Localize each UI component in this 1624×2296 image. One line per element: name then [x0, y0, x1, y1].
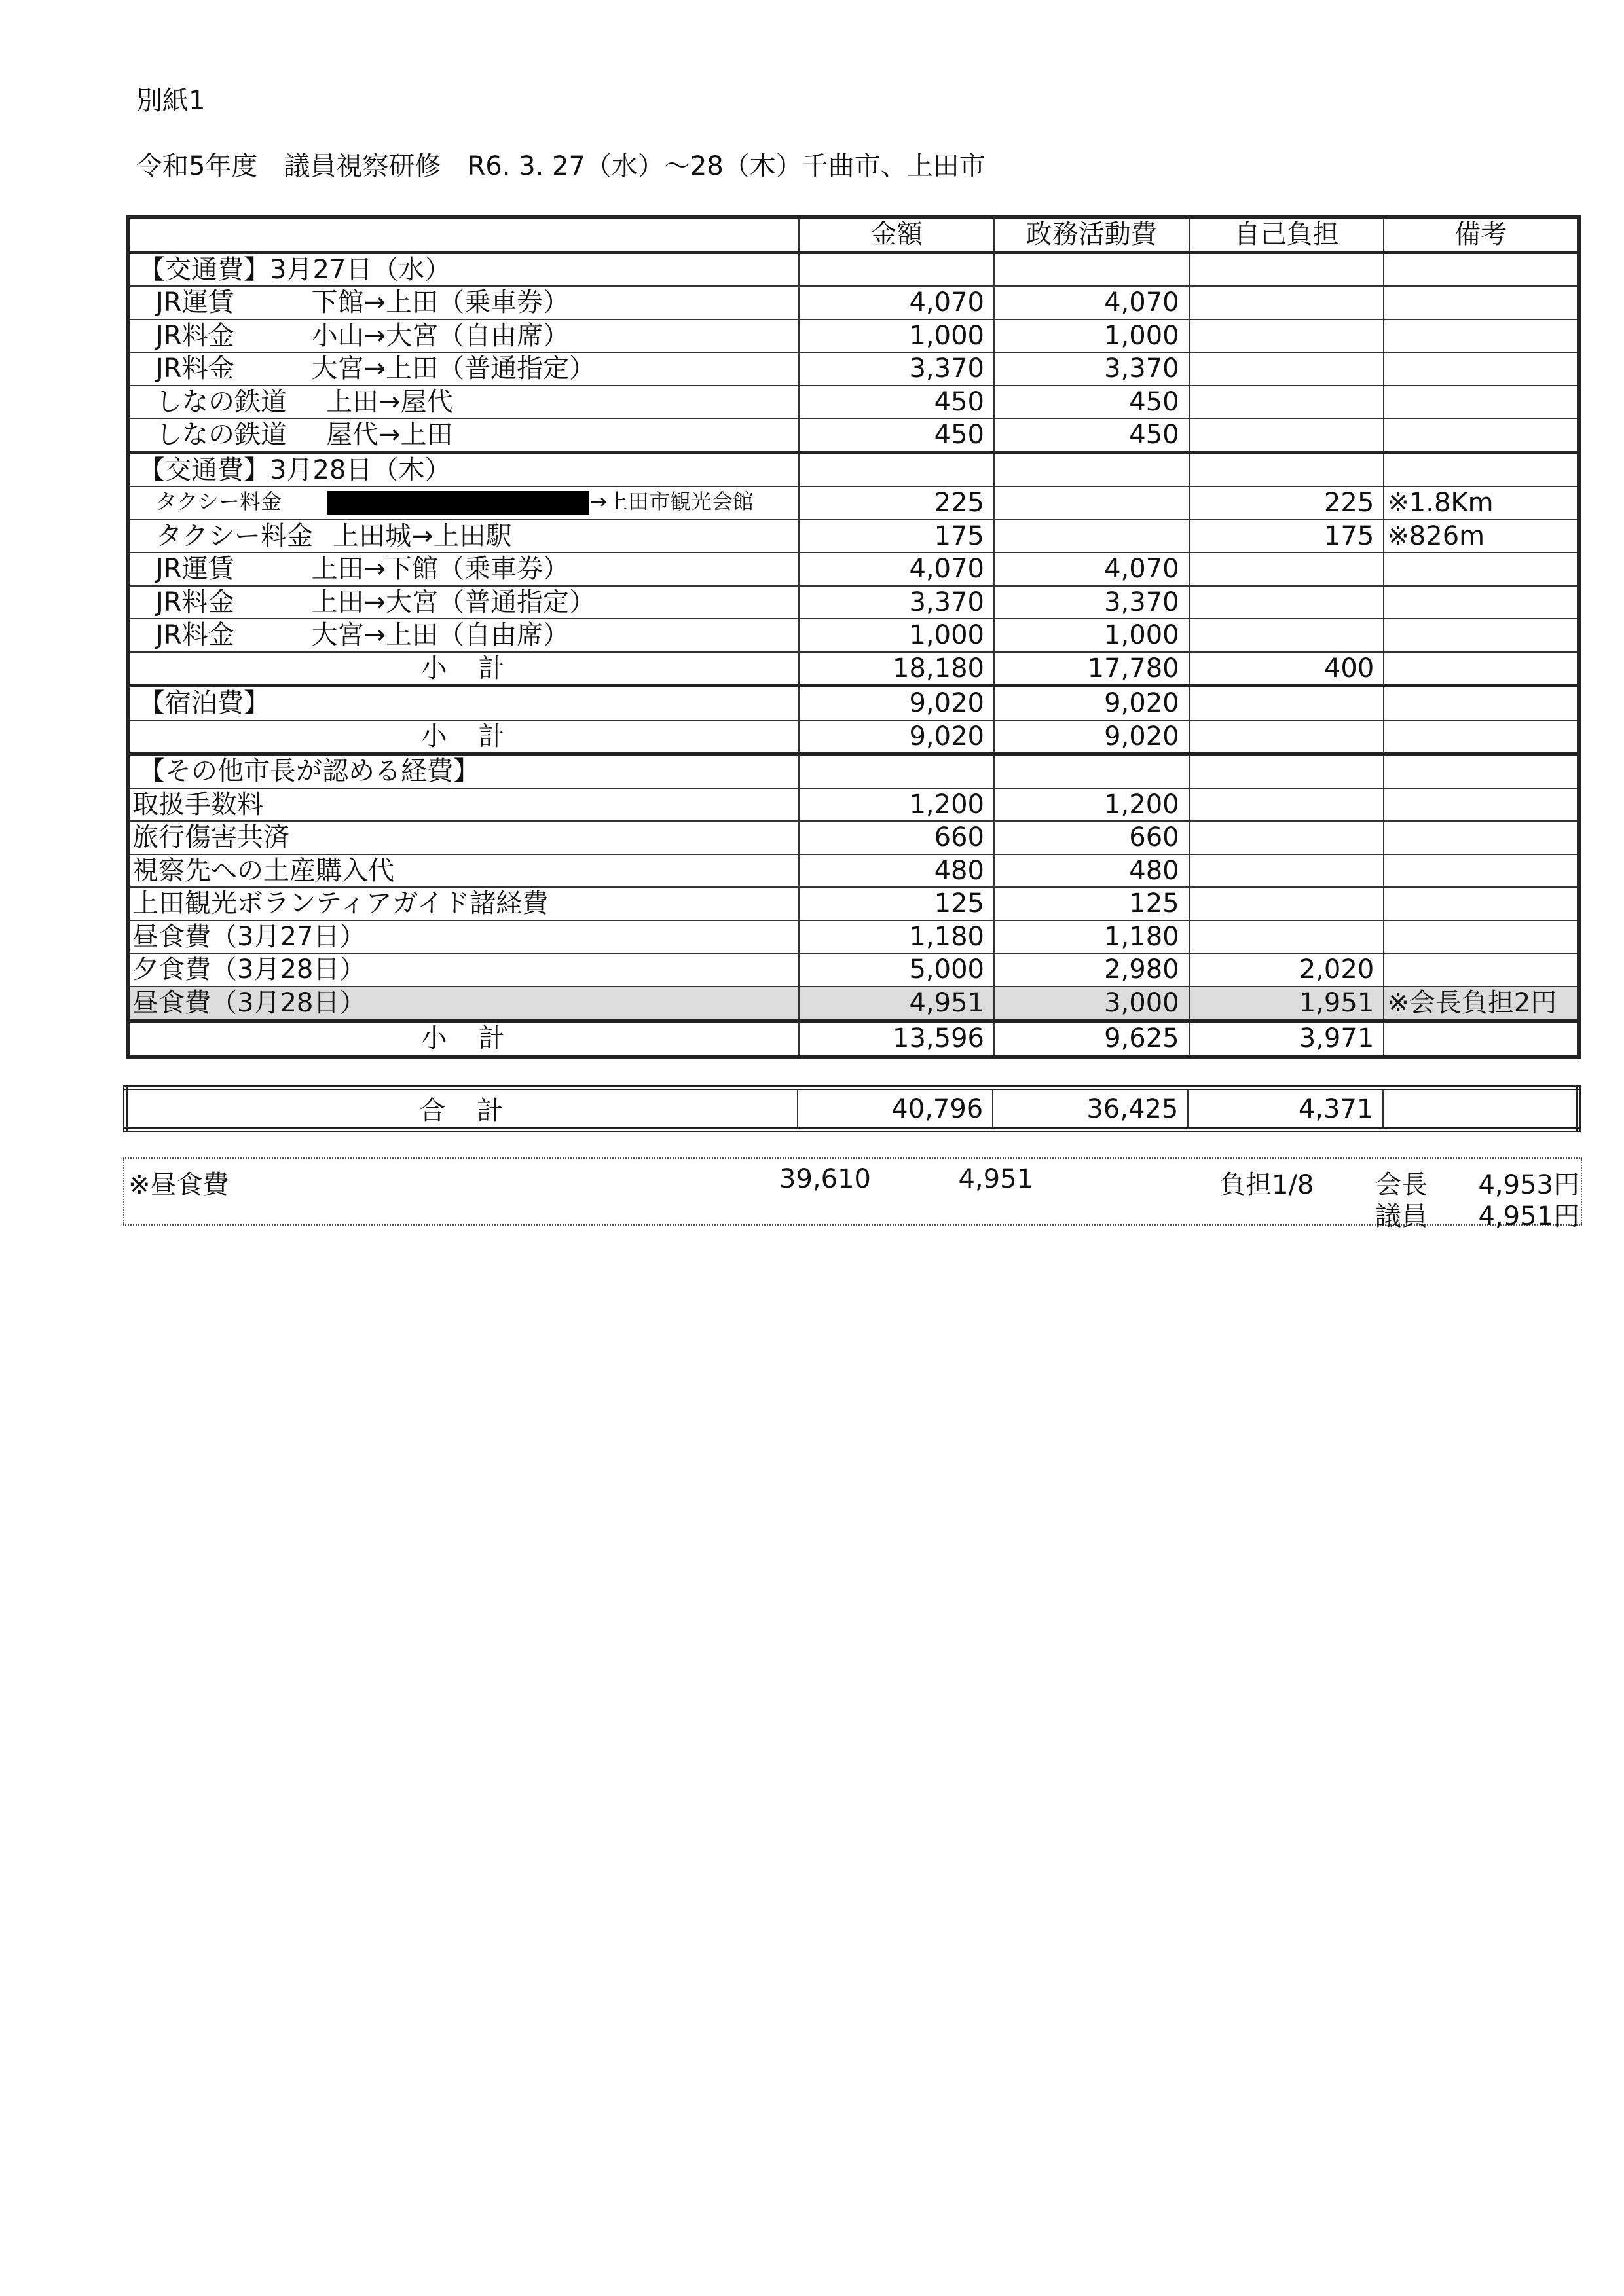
cell-note [1384, 953, 1579, 987]
cell-note [1384, 319, 1579, 353]
cell-note [1384, 418, 1579, 452]
row-route: 小山→大宮（自由席） [311, 320, 570, 351]
cell-note [1384, 887, 1579, 920]
row-label: タクシー料金 [156, 520, 313, 551]
row-label: タクシー料金 [156, 489, 282, 515]
cell-note [1384, 352, 1579, 386]
row-route: 屋代→上田 [326, 420, 453, 450]
cell-self [1189, 286, 1384, 319]
row-label: JR料金 [156, 587, 234, 617]
cell-self [1189, 586, 1384, 619]
subtotal-self: 3,971 [1189, 1021, 1384, 1057]
header-item [128, 217, 799, 252]
cell-seimu: 4,070 [994, 553, 1189, 586]
table-row [128, 486, 1579, 520]
table-header-row [128, 217, 1579, 252]
cell-note: ※1.8Km [1384, 486, 1579, 520]
subtotal-seimu: 9,020 [994, 720, 1189, 754]
subtotal-amount: 13,596 [799, 1021, 994, 1057]
row-route: 大宮→上田（普通指定） [311, 354, 596, 384]
cell-self [1189, 887, 1384, 920]
lunch-note-label: ※昼食費 [128, 1170, 229, 1200]
subtotal-row-other [128, 1021, 1579, 1057]
cell-seimu: 125 [994, 887, 1189, 920]
cell-self [1189, 386, 1384, 419]
cell-self [1189, 854, 1384, 888]
row-label: JR料金 [156, 620, 234, 651]
cell-amount: 450 [799, 386, 994, 419]
row-label: しなの鉄道 [156, 386, 287, 417]
subtotal-amount: 18,180 [799, 652, 994, 686]
document-title: 令和5年度 議員視察研修 R6. 3. 27（水）～28（木）千曲市、上田市 [136, 151, 986, 181]
section-title: 【交通費】3月28日（木） [128, 452, 799, 486]
cell-self [1189, 553, 1384, 586]
cell-self [1189, 352, 1384, 386]
row-label: JR運賃 [156, 287, 234, 318]
row-route: 大宮→上田（自由席） [311, 620, 570, 651]
cell-seimu: 9,020 [994, 686, 1189, 720]
cell-self: 175 [1189, 520, 1384, 553]
redacted-block [327, 491, 589, 515]
grand-total-table [123, 1085, 1581, 1132]
table-row [128, 319, 1579, 353]
cell-note [1384, 386, 1579, 419]
cell-seimu: 450 [994, 386, 1189, 419]
cell-self [1189, 920, 1384, 954]
lunch-note-chair-label: 会長 [1375, 1170, 1428, 1200]
cell-note [1384, 586, 1579, 619]
total-amount: 40,796 [798, 1088, 993, 1130]
cell-seimu: 480 [994, 854, 1189, 888]
cell-amount: 450 [799, 418, 994, 452]
cell-note [1384, 854, 1579, 888]
table-row-highlighted [128, 987, 1579, 1021]
cell-seimu: 3,370 [994, 586, 1189, 619]
subtotal-self: 400 [1189, 652, 1384, 686]
section-header-transport-27 [128, 252, 1579, 286]
cell-amount: 4,070 [799, 286, 994, 319]
cell-seimu: 2,980 [994, 953, 1189, 987]
section-title: 【宿泊費】 [128, 686, 799, 720]
cell-amount: 225 [799, 486, 994, 520]
section-title: 【その他市長が認める経費】 [128, 754, 799, 788]
cell-seimu: 1,000 [994, 319, 1189, 353]
subtotal-label: 小 計 [128, 652, 799, 686]
header-amount: 金額 [799, 217, 994, 252]
cell-amount: 9,020 [799, 686, 994, 720]
cell-seimu [994, 486, 1189, 520]
cell-seimu: 3,370 [994, 352, 1189, 386]
subtotal-amount: 9,020 [799, 720, 994, 754]
cell-self [1189, 619, 1384, 652]
subtotal-seimu: 9,625 [994, 1021, 1189, 1057]
row-label: 旅行傷害共済 [128, 821, 799, 854]
table-row [128, 920, 1579, 954]
cell-note: ※会長負担2円 [1384, 987, 1579, 1021]
table-row [128, 619, 1579, 652]
row-label: JR料金 [156, 354, 234, 384]
cell-seimu [994, 520, 1189, 553]
table-row [128, 386, 1579, 419]
row-label: 昼食費（3月28日） [128, 987, 799, 1021]
total-label: 合 計 [126, 1088, 798, 1130]
row-label: 夕食費（3月28日） [128, 953, 799, 987]
cell-self [1189, 821, 1384, 854]
cell-amount: 175 [799, 520, 994, 553]
cell-seimu: 1,000 [994, 619, 1189, 652]
lunch-cost-note: ※昼食費 39,610 4,951 負担1/8 会長 4,953円 議員 4,951円 [123, 1157, 1582, 1226]
cell-note [1384, 821, 1579, 854]
lunch-note-share: 負担1/8 [1219, 1170, 1314, 1200]
cell-self: 2,020 [1189, 953, 1384, 987]
row-route: 上田→屋代 [326, 386, 453, 417]
subtotal-row-transport [128, 652, 1579, 686]
total-self: 4,371 [1188, 1088, 1383, 1130]
row-label: しなの鉄道 [156, 420, 287, 450]
table-row [128, 418, 1579, 452]
cell-self: 225 [1189, 486, 1384, 520]
row-route: 上田城→上田駅 [333, 520, 512, 551]
row-route: 上田→大宮（普通指定） [311, 587, 596, 617]
subtotal-label: 小 計 [128, 1021, 799, 1057]
cell-amount: 3,370 [799, 586, 994, 619]
subtotal-label: 小 計 [128, 720, 799, 754]
section-header-other [128, 754, 1579, 788]
cell-amount: 5,000 [799, 953, 994, 987]
cell-note [1384, 619, 1579, 652]
section-title: 【交通費】3月27日（水） [128, 252, 799, 286]
header-self: 自己負担 [1189, 217, 1384, 252]
cell-amount: 125 [799, 887, 994, 920]
expense-table [126, 215, 1581, 1059]
cell-self [1189, 418, 1384, 452]
cell-self [1189, 319, 1384, 353]
cell-seimu: 450 [994, 418, 1189, 452]
cell-amount: 3,370 [799, 352, 994, 386]
cell-seimu: 4,070 [994, 286, 1189, 319]
header-note: 備考 [1384, 217, 1579, 252]
row-route: →上田市観光会館 [589, 489, 754, 515]
table-row [128, 854, 1579, 888]
table-row [128, 788, 1579, 822]
subtotal-seimu: 17,780 [994, 652, 1189, 686]
row-label: 視察先への土産購入代 [128, 854, 799, 888]
cell-amount: 1,000 [799, 619, 994, 652]
cell-note [1384, 553, 1579, 586]
total-seimu: 36,425 [993, 1088, 1188, 1130]
cell-amount: 480 [799, 854, 994, 888]
grand-total-row [126, 1088, 1579, 1130]
section-header-lodging [128, 686, 1579, 720]
cell-amount: 1,200 [799, 788, 994, 822]
cell-amount: 660 [799, 821, 994, 854]
subtotal-self [1189, 720, 1384, 754]
row-label: JR料金 [156, 320, 234, 351]
table-row [128, 352, 1579, 386]
lunch-note-member-label: 議員 [1375, 1201, 1428, 1231]
cell-self [1189, 788, 1384, 822]
cell-self: 1,951 [1189, 987, 1384, 1021]
sheet-label: 別紙1 [136, 86, 206, 116]
header-seimu: 政務活動費 [994, 217, 1189, 252]
row-label: 上田観光ボランティアガイド諸経費 [128, 887, 799, 920]
row-label: 昼食費（3月27日） [128, 920, 799, 954]
cell-note: ※826m [1384, 520, 1579, 553]
row-label: JR運賃 [156, 554, 234, 585]
row-label: 取扱手数料 [128, 788, 799, 822]
table-row [128, 286, 1579, 319]
cell-seimu: 1,200 [994, 788, 1189, 822]
cell-amount: 4,070 [799, 553, 994, 586]
cell-note [1384, 286, 1579, 319]
cell-amount: 1,000 [799, 319, 994, 353]
table-row [128, 953, 1579, 987]
cell-amount: 4,951 [799, 987, 994, 1021]
cell-seimu: 660 [994, 821, 1189, 854]
cell-note [1384, 788, 1579, 822]
row-route: 上田→下館（乗車券） [311, 554, 570, 585]
cell-amount: 1,180 [799, 920, 994, 954]
row-route: 下館→上田（乗車券） [311, 287, 570, 318]
subtotal-row-lodging [128, 720, 1579, 754]
table-row [128, 586, 1579, 619]
cell-note [1384, 920, 1579, 954]
total-note [1383, 1088, 1578, 1130]
section-header-transport-28 [128, 452, 1579, 486]
table-row [128, 887, 1579, 920]
table-row [128, 553, 1579, 586]
cell-seimu: 3,000 [994, 987, 1189, 1021]
table-row [128, 821, 1579, 854]
cell-seimu: 1,180 [994, 920, 1189, 954]
table-row [128, 520, 1579, 553]
